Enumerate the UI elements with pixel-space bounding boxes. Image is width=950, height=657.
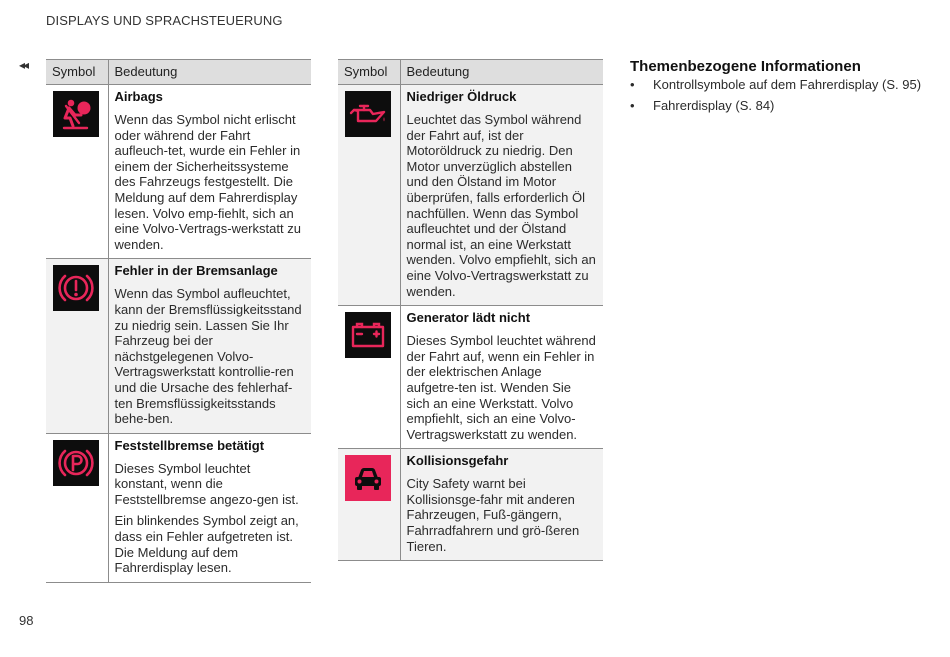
collision-warning-icon — [345, 455, 391, 501]
table-row — [46, 259, 311, 433]
symbol-cell — [46, 85, 108, 259]
symbol-cell — [338, 85, 400, 306]
related-title: Themenbezogene Informationen — [630, 58, 861, 75]
column-header-meaning: Bedeutung — [400, 60, 603, 85]
related-link[interactable] — [630, 77, 930, 93]
symbol-table-right — [338, 59, 603, 561]
column-header-symbol: Symbol — [338, 60, 400, 85]
table-row — [338, 449, 603, 561]
bullet: • — [630, 97, 635, 113]
entry-text: Wenn das Symbol nicht erlischt oder während der Fahrt aufleuch-tet, wurde ein Fehler in einem der Sicherheitssysteme des Fahrzeugs festgestellt. Die Meldung auf dem Fahrerdisplay lesen. Volvo emp-fiehlt, sich an eine Volvo-Vertrags-werkstatt zu wenden. — [114, 112, 301, 252]
airbag-warning-icon — [53, 91, 99, 137]
meaning-cell — [400, 85, 603, 306]
entry-title: Fehler in der Bremsanlage — [114, 263, 278, 279]
parking-brake-icon — [53, 440, 99, 486]
bullet: • — [630, 77, 635, 92]
entry-text: Ein blinkendes Symbol zeigt an, dass ein Fehler aufgetreten ist. Die Meldung auf dem Fahrerdisplay lesen. — [114, 513, 299, 576]
entry-text: Leuchtet das Symbol während der Fahrt auf, ist der Motoröldruck zu niedrig. Den Motor unverzüglich abstellen und den Ölstand im Motor überprüfen, falls erforderlich Öl nachfüllen. Wenn das Symbol aufleuchtet und der Ölstand normal ist, an eine Werkstatt wenden. Volvo empfiehlt, sich an eine Volvo-Vertragswerkstatt zu wenden. — [406, 112, 596, 299]
column-header-meaning: Bedeutung — [108, 60, 311, 85]
symbol-table-left — [46, 59, 311, 583]
entry-title: Airbags — [114, 89, 163, 104]
related-information — [630, 58, 930, 118]
entry-title: Kollisionsgefahr — [406, 453, 509, 469]
related-link-label[interactable]: Fahrerdisplay (S. 84) — [653, 97, 775, 113]
table-row — [46, 85, 311, 259]
entry-text: Dieses Symbol leuchtet während der Fahrt auf, wenn ein Fehler in der elektrischen Anlage aufgetre-ten ist. Wenden Sie sich an eine Werkstatt. Volvo empfiehlt, sich an eine Volvo-Vertragswerkstatt zu wenden. — [406, 333, 596, 442]
symbol-cell — [46, 433, 108, 582]
entry-title: Generator lädt nicht — [406, 310, 531, 326]
symbol-cell — [338, 449, 400, 561]
meaning-cell — [108, 259, 311, 433]
brake-system-warning-icon — [53, 265, 99, 311]
entry-title: Feststellbremse betätigt — [114, 437, 265, 453]
table-row — [338, 306, 603, 449]
running-header: DISPLAYS UND SPRACHSTEUERUNG — [46, 13, 283, 28]
meaning-cell — [400, 449, 603, 561]
page-number: 98 — [19, 613, 34, 628]
table-row — [338, 85, 603, 306]
meaning-cell — [108, 85, 311, 259]
back-navigation-icon[interactable]: ◂◂ — [19, 58, 28, 72]
entry-text: Wenn das Symbol aufleuchtet, kann der Bremsflüssigkeitsstand zu niedrig sein. Lassen Sie Ihr Fahrzeug bei der nächstgelegenen Volvo-Vertragswerkstatt kontrollie-ren und die Ursache des fehlerhaf-ten Bremsflüssigkeitsstands behe-ben. — [114, 286, 302, 427]
entry-text: City Safety warnt bei Kollisionsge-fahr mit anderen Fahrzeugen, Fuß-gängern, Fahrradfahrern und grö-ßeren Tieren. — [406, 476, 580, 554]
entry-title: Niedriger Öldruck — [406, 89, 517, 104]
meaning-cell — [108, 433, 311, 582]
oil-pressure-icon — [345, 91, 391, 137]
battery-charging-icon — [345, 312, 391, 358]
entry-text: Dieses Symbol leuchtet konstant, wenn die Feststellbremse angezo-gen ist. — [114, 460, 299, 507]
related-list — [630, 77, 930, 113]
table-row — [46, 433, 311, 582]
related-link[interactable] — [630, 98, 930, 114]
column-header-symbol: Symbol — [46, 60, 108, 85]
meaning-cell — [400, 306, 603, 449]
related-link-label[interactable]: Kontrollsymbole auf dem Fahrerdisplay (S. 95) — [653, 77, 922, 92]
symbol-cell — [338, 306, 400, 449]
symbol-cell — [46, 259, 108, 433]
